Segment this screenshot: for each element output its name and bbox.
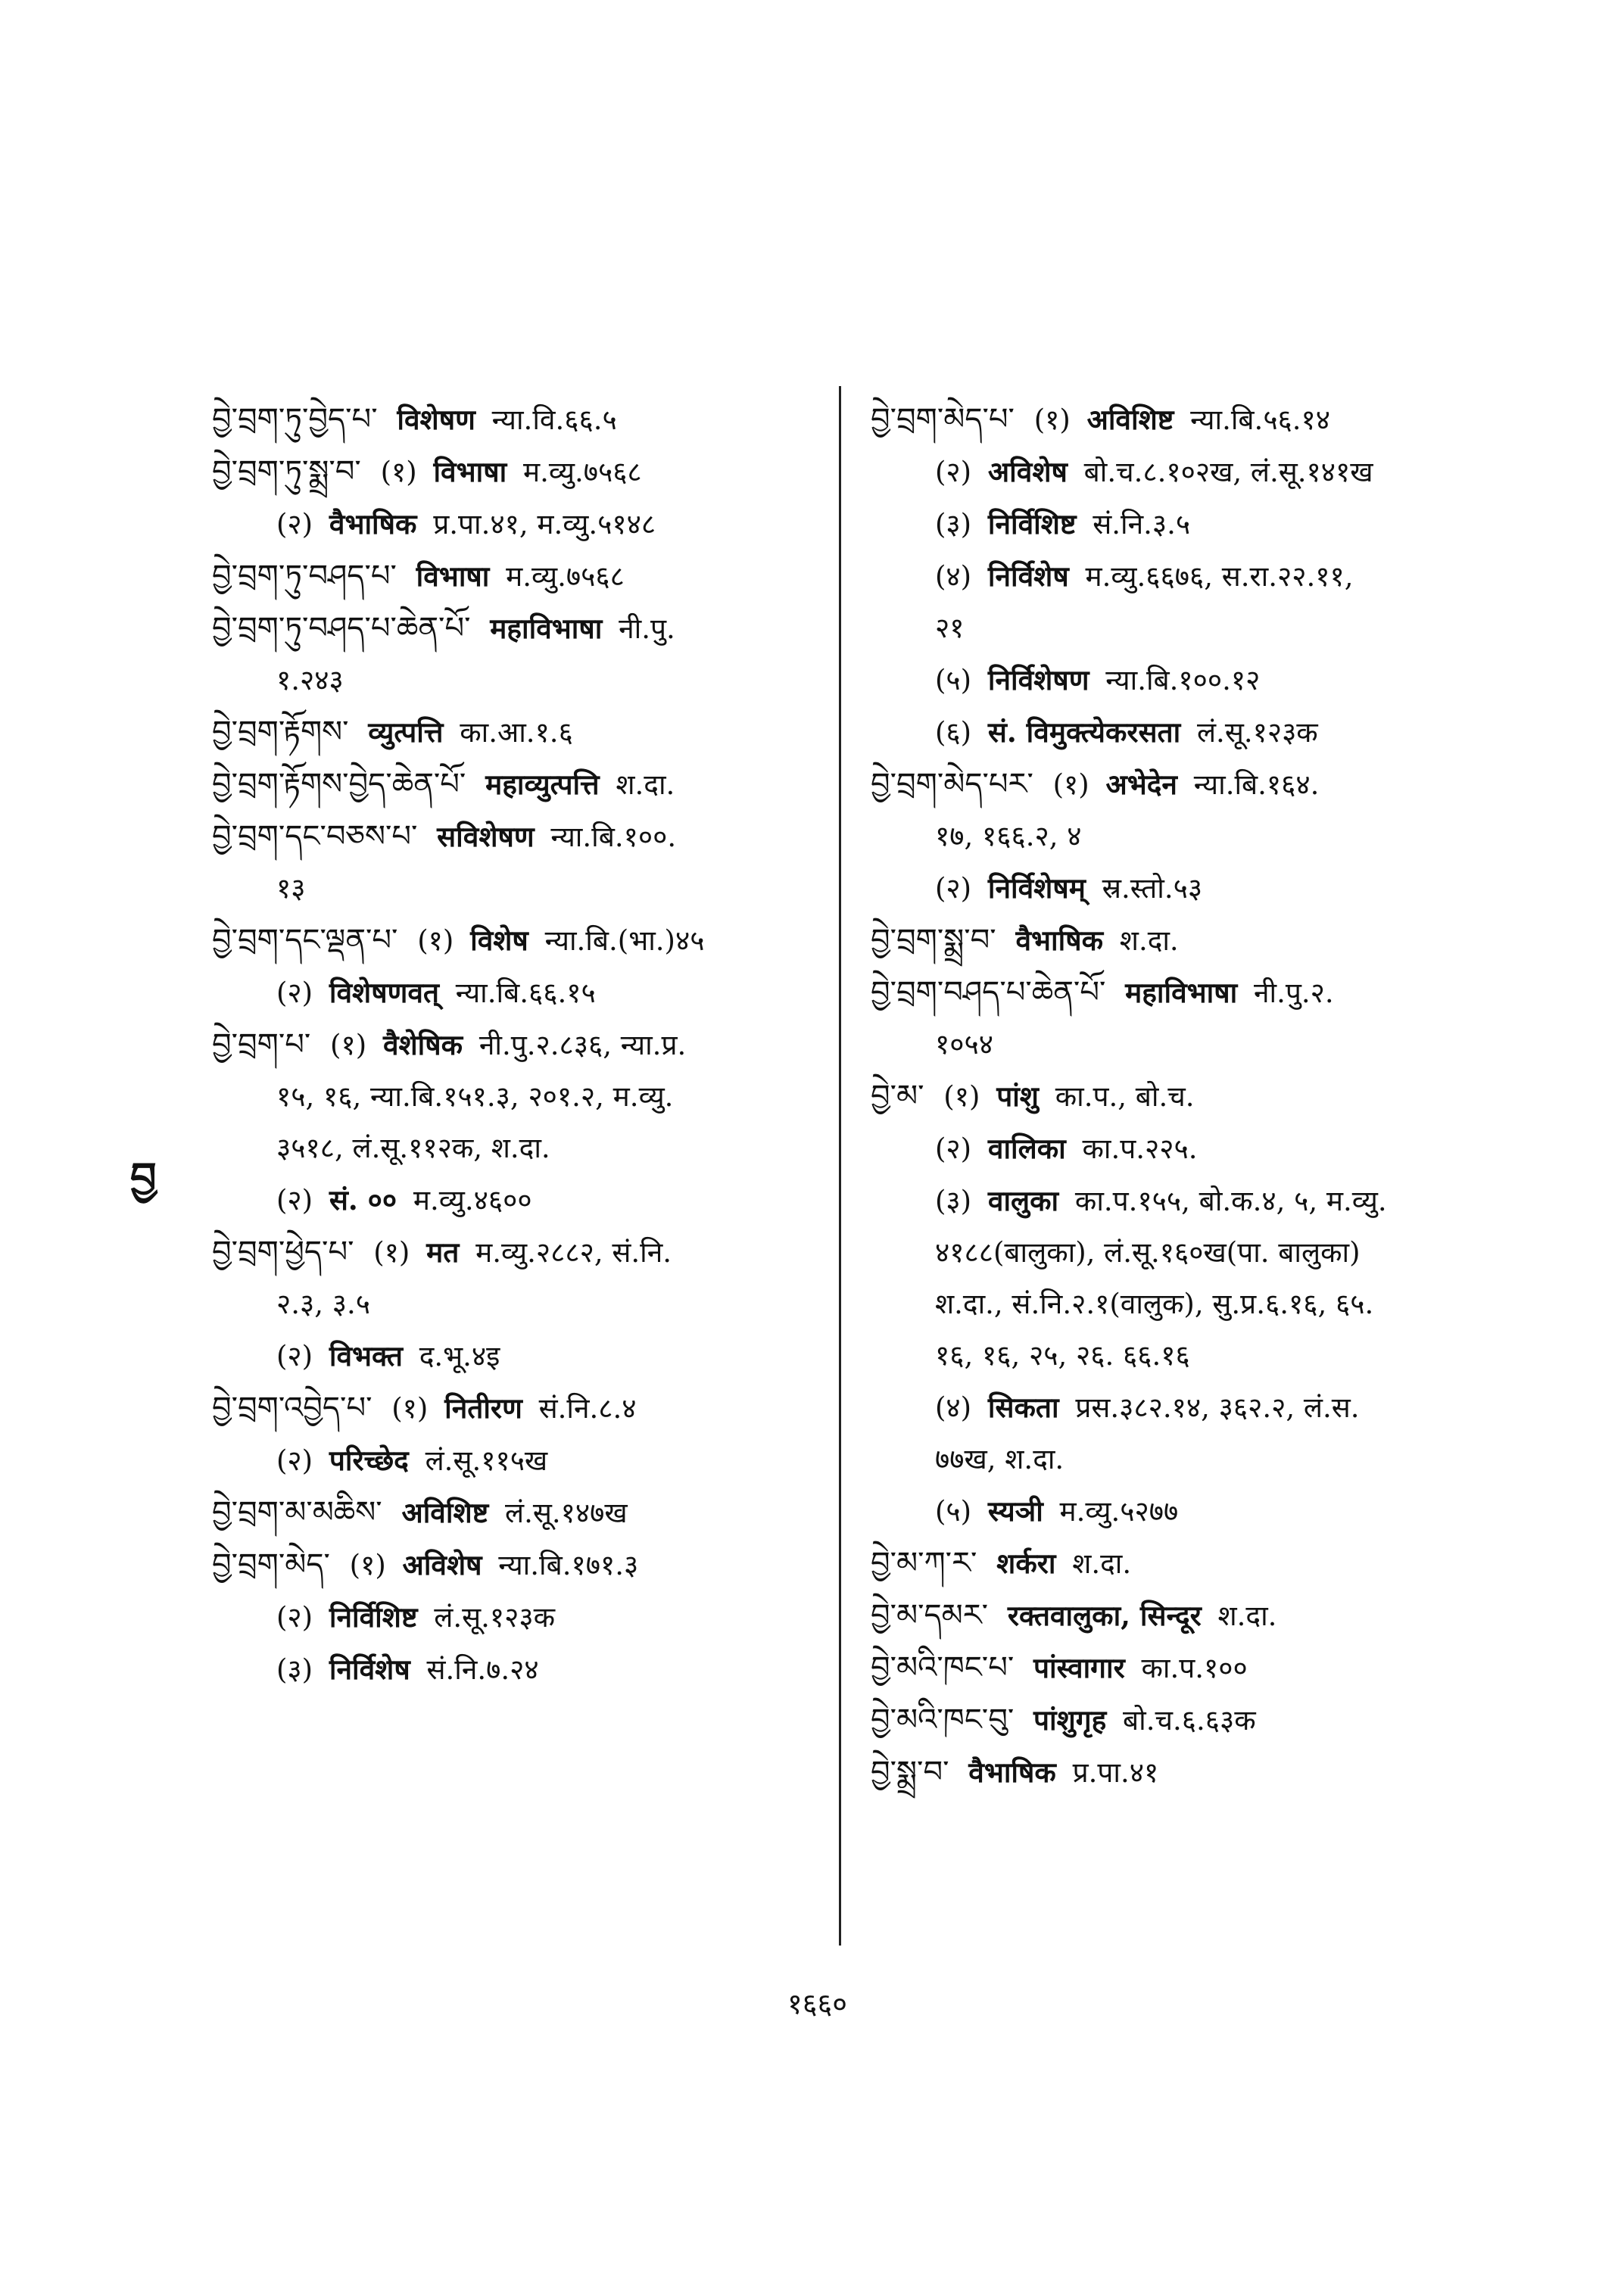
source-reference: श.दा. — [1072, 1547, 1132, 1580]
sanskrit-term: अविशिष्ट — [401, 1496, 489, 1529]
sense-number: (१) — [391, 1392, 429, 1425]
dictionary-entry — [871, 1537, 1492, 1590]
source-reference: लं.सू.११५ख — [425, 1444, 548, 1477]
dictionary-entry — [871, 394, 1492, 446]
source-reference: नी.पु.२. — [1253, 977, 1334, 1009]
source-reference: बो.च.६.६३क — [1123, 1704, 1256, 1737]
sub-entry — [212, 498, 840, 550]
sanskrit-term: अविशेष — [402, 1548, 482, 1581]
tibetan-headword: བྱེ་བྲག་ཏུ་བཤད་པ་ཆེན་པོ་ — [212, 611, 471, 646]
margin-letter: བྱ — [130, 1153, 157, 1201]
dictionary-entry — [871, 1642, 1492, 1694]
entry-continuation — [871, 1330, 1492, 1382]
sense-number: (१) — [1033, 403, 1071, 436]
tibetan-headword: བྱེ་བྲག་དང་བཅས་པ་ — [212, 819, 418, 854]
dictionary-entry — [871, 759, 1492, 811]
dictionary-entry — [871, 1590, 1492, 1642]
sub-entry — [871, 1382, 1492, 1434]
sense-number: (३) — [935, 508, 972, 541]
sanskrit-term: निर्विशेषम् — [987, 871, 1086, 905]
sub-entry — [871, 1485, 1492, 1537]
dictionary-entry — [212, 550, 840, 603]
dictionary-entry — [212, 811, 840, 863]
dictionary-entry — [212, 394, 840, 446]
page-number: १६६० — [787, 1987, 848, 2020]
sense-number: (१) — [1052, 768, 1089, 801]
sanskrit-term: व्युत्पत्ति — [368, 715, 444, 749]
sense-number: (१) — [330, 1029, 367, 1061]
source-reference: सं.नि.७.२४ — [426, 1653, 539, 1686]
entry-continuation — [212, 1071, 840, 1123]
sanskrit-term: महाविभाषा — [1125, 976, 1238, 1009]
source-reference: सं.नि.८.४ — [538, 1392, 637, 1425]
sanskrit-term: पांशुगृह — [1033, 1703, 1107, 1737]
left-column — [212, 394, 840, 1696]
sense-number: (६) — [935, 716, 972, 749]
sense-number: (२) — [276, 977, 313, 1009]
dictionary-entry — [871, 1746, 1492, 1799]
source-reference: म.व्यु.५२७७ — [1059, 1495, 1179, 1528]
source-reference: १५, १६, न्या.बि.१५१.३, २०१.२, म.व्यु. — [276, 1080, 674, 1113]
sub-entry — [212, 1643, 840, 1696]
sense-number: (५) — [935, 664, 972, 696]
sub-entry — [212, 967, 840, 1019]
tibetan-headword: བྱེ་བྲག་མེད་པ་ — [871, 402, 1015, 437]
sense-number: (१) — [380, 456, 417, 488]
sanskrit-term: वैशेषिक — [382, 1028, 463, 1061]
source-reference: न्या.बि.१७१.३ — [498, 1549, 639, 1581]
dictionary-entry — [871, 914, 1492, 967]
sanskrit-term: सिकता — [987, 1391, 1059, 1424]
sanskrit-term: अभेदेन — [1105, 768, 1177, 801]
entry-continuation — [871, 1434, 1492, 1485]
sense-number: (२) — [935, 1132, 972, 1165]
sanskrit-term: वैभाषिक — [329, 507, 417, 541]
source-reference: न्या.बि.१००. — [550, 821, 677, 853]
sub-entry — [871, 446, 1492, 498]
tibetan-headword: བྱེ་བྲག་པ་ — [212, 1027, 311, 1062]
source-reference: १.२४३ — [276, 664, 344, 696]
sanskrit-term: वालुका — [987, 1184, 1059, 1217]
dictionary-entry — [212, 603, 840, 655]
entry-continuation — [871, 603, 1492, 654]
tibetan-headword: བྱེ་མ་ — [871, 1079, 924, 1114]
sanskrit-term: निर्विशिष्ट — [329, 1600, 418, 1634]
dictionary-entry — [212, 1019, 840, 1071]
tibetan-headword: བྱེ་བྲག་དང་ལྡན་པ་ — [212, 923, 398, 958]
sanskrit-term: शर्करा — [996, 1547, 1056, 1580]
sanskrit-term: विशेषण — [397, 403, 475, 436]
sanskrit-term: सं. विमुक्त्येकरसता — [987, 715, 1181, 749]
tibetan-headword: བྱེ་མ་ཀ་ར་ — [871, 1546, 977, 1581]
source-reference: म.व्यु.४६०० — [413, 1184, 532, 1217]
source-reference: स्र.स्तो.५३ — [1102, 872, 1203, 905]
sub-entry — [212, 1591, 840, 1643]
entry-continuation — [871, 1227, 1492, 1279]
sanskrit-term: अविशेष — [987, 455, 1068, 488]
sanskrit-term: रक्तवालुका, सिन्दूर — [1007, 1599, 1202, 1632]
tibetan-headword: བྱེ་བྲག་མེད་ — [212, 1547, 330, 1582]
source-reference: का.प.२२५. — [1082, 1132, 1198, 1165]
sense-number: (४) — [935, 560, 972, 593]
sanskrit-term: विशेषणवत् — [329, 976, 440, 1009]
source-reference: न्या.वि.६६.५ — [491, 403, 617, 436]
source-reference: प्र.पा.४१, म.व्यु.५१४८ — [433, 508, 656, 541]
source-reference: म.व्यु.७५६८ — [522, 456, 642, 488]
sense-number: (१) — [373, 1236, 410, 1269]
sanskrit-term: अविशिष्ट — [1086, 403, 1174, 436]
sense-number: (२) — [935, 456, 972, 488]
sense-number: (१) — [349, 1549, 386, 1581]
entry-continuation — [212, 1279, 840, 1330]
source-reference: लं.सू.१४७ख — [505, 1497, 628, 1529]
sub-entry — [871, 550, 1492, 603]
source-reference: ७७ख, श.दा. — [935, 1443, 1064, 1475]
sub-entry — [871, 498, 1492, 550]
tibetan-headword: བྱེ་བྲག་སྨྲ་བ་ — [871, 923, 996, 958]
entry-continuation — [212, 655, 840, 706]
source-reference: १०५४ — [935, 1028, 993, 1061]
sense-number: (१) — [417, 924, 454, 957]
source-reference: न्या.बि.५६.१४ — [1190, 403, 1331, 436]
sense-number: (१) — [943, 1080, 980, 1113]
sanskrit-term: विभक्त — [329, 1339, 403, 1372]
sanskrit-term: सविशेषण — [437, 820, 535, 853]
sense-number: (२) — [276, 1184, 313, 1217]
tibetan-headword: བྱེ་སྨྲ་བ་ — [871, 1755, 949, 1790]
tibetan-headword: བྱེ་བྲག་ཏུ་བཤད་པ་ — [212, 559, 397, 594]
entry-continuation — [212, 863, 840, 914]
source-reference: ३५१८, लं.सू.११२क, श.दा. — [276, 1132, 550, 1164]
right-column — [871, 394, 1492, 1799]
sub-entry — [212, 1174, 840, 1226]
sub-entry — [871, 706, 1492, 759]
source-reference: का.प.१५५, बो.क.४, ५, म.व्यु. — [1074, 1185, 1387, 1217]
tibetan-headword: བྱེ་བྲག་ཏུ་བྱེད་པ་ — [212, 402, 378, 437]
sanskrit-term: सं. ०० — [329, 1183, 397, 1217]
tibetan-headword: བྱེ་བྲག་མེད་པར་ — [871, 767, 1033, 802]
sanskrit-term: मत — [426, 1235, 460, 1269]
sanskrit-term: विभाषा — [433, 455, 507, 488]
sense-number: (२) — [276, 508, 313, 541]
source-reference: प्रस.३८२.१४, ३६२.२, लं.स. — [1075, 1391, 1360, 1424]
dictionary-entry — [212, 706, 840, 759]
source-reference: नी.पु.२.८३६, न्या.प्र. — [478, 1029, 687, 1061]
sub-entry — [212, 1330, 840, 1382]
sanskrit-term: विशेष — [470, 924, 528, 957]
source-reference: २१ — [935, 612, 965, 644]
sense-number: (४) — [935, 1391, 972, 1424]
dictionary-entry — [212, 446, 840, 498]
source-reference: का.आ.१.६ — [460, 716, 573, 749]
source-reference: १७, १६६.२, ४ — [935, 820, 1082, 852]
sanskrit-term: वैभाषिक — [1015, 924, 1104, 957]
sanskrit-term: निर्विशेष — [987, 559, 1069, 593]
tibetan-headword: བྱེ་བྲག་རྟོགས་ — [212, 715, 349, 749]
dictionary-entry — [871, 967, 1492, 1019]
sanskrit-term: वैभाषिक — [968, 1756, 1056, 1789]
sense-number: (२) — [935, 872, 972, 905]
sub-entry — [212, 1435, 840, 1487]
tibetan-headword: བྱེ་མའི་ཁང་བུ་ — [871, 1703, 1015, 1737]
sub-entry — [871, 1123, 1492, 1175]
sanskrit-term: महाव्युत्पत्ति — [485, 768, 600, 801]
sense-number: (२) — [276, 1340, 313, 1372]
sub-entry — [871, 1175, 1492, 1227]
tibetan-headword: བྱེ་བྲག་ཕྱེད་པ་ — [212, 1235, 354, 1270]
source-reference: न्या.बि.१६४. — [1193, 768, 1320, 801]
sanskrit-term: नितीरण — [444, 1391, 522, 1425]
sense-number: (३) — [276, 1653, 313, 1686]
dictionary-entry — [212, 1382, 840, 1435]
dictionary-entry — [871, 1070, 1492, 1123]
sense-number: (२) — [276, 1601, 313, 1634]
sanskrit-term: परिच्छेद — [329, 1444, 409, 1477]
entry-continuation — [871, 1019, 1492, 1070]
dictionary-entry — [212, 1226, 840, 1279]
source-reference: १६, १६, २५, २६. ६६.१६ — [935, 1339, 1190, 1372]
source-reference: बो.च.८.१०२ख, लं.सू.१४१ख — [1083, 456, 1373, 488]
tibetan-headword: བྱེ་བྲག་འབྱེད་པ་ — [212, 1391, 372, 1425]
source-reference: १३ — [276, 872, 306, 905]
source-reference: म.व्यु.२८८२, सं.नि. — [475, 1236, 672, 1269]
dictionary-entry — [212, 914, 840, 967]
sanskrit-term: स्यञी — [987, 1494, 1043, 1528]
sanskrit-term: निर्विशेष — [329, 1653, 410, 1686]
source-reference: नी.पु. — [619, 612, 675, 645]
source-reference: श.दा. — [616, 768, 675, 801]
source-reference: श.दा. — [1119, 924, 1179, 957]
sense-number: (३) — [935, 1185, 972, 1217]
entry-continuation — [871, 811, 1492, 862]
source-reference: श.दा., सं.नि.२.१(वालुक), सु.प्र.६.१६, ६५. — [935, 1288, 1374, 1320]
source-reference: का.प., बो.च. — [1055, 1080, 1195, 1113]
source-reference: लं.सू.१२३क — [434, 1601, 556, 1634]
source-reference: श.दा. — [1217, 1600, 1277, 1632]
source-reference: म.व्यु.७५६८ — [506, 560, 625, 593]
sub-entry — [871, 862, 1492, 914]
sanskrit-term: वालिका — [987, 1132, 1066, 1165]
tibetan-headword: བྱེ་བྲག་ཏུ་སྨྲ་བ་ — [212, 454, 361, 489]
dictionary-entry — [212, 1539, 840, 1591]
source-reference: २.३, ३.५ — [276, 1288, 371, 1320]
tibetan-headword: བྱེ་བྲག་བཤད་པ་ཆེན་པོ་ — [871, 975, 1106, 1010]
source-reference: न्या.बि.६६.१५ — [455, 977, 596, 1009]
sanskrit-term: पांस्वागार — [1033, 1651, 1125, 1684]
sanskrit-term: निर्विशेषण — [987, 663, 1089, 696]
source-reference: का.प.१०० — [1141, 1652, 1248, 1684]
dictionary-entry — [871, 1694, 1492, 1746]
entry-continuation — [212, 1123, 840, 1174]
sanskrit-term: निर्विशिष्ट — [987, 507, 1077, 541]
sub-entry — [871, 654, 1492, 706]
sense-number: (५) — [935, 1495, 972, 1528]
column-divider — [839, 386, 841, 1946]
sanskrit-term: पांशु — [996, 1080, 1039, 1113]
sense-number: (२) — [276, 1444, 313, 1477]
source-reference: म.व्यु.६६७६, स.रा.२२.११, — [1085, 560, 1354, 593]
source-reference: प्र.पा.४१ — [1072, 1756, 1159, 1789]
sanskrit-term: विभाषा — [416, 559, 490, 593]
dictionary-entry — [212, 1487, 840, 1539]
source-reference: न्या.बि.(भा.)४५ — [544, 924, 705, 957]
entry-continuation — [871, 1279, 1492, 1330]
tibetan-headword: བྱེ་མ་དམར་ — [871, 1598, 989, 1633]
source-reference: ४१८८(बालुका), लं.सू.१६०ख(पा. बालुका) — [935, 1236, 1361, 1269]
source-reference: द.भू.४इ — [419, 1340, 500, 1372]
source-reference: न्या.बि.१००.१२ — [1105, 664, 1261, 696]
dictionary-entry — [212, 759, 840, 811]
tibetan-headword: བྱེ་མའི་ཁང་པ་ — [871, 1650, 1015, 1685]
sanskrit-term: महाविभाषा — [490, 612, 603, 645]
tibetan-headword: བྱེ་བྲག་རྟོགས་བྱེད་ཆེན་པོ་ — [212, 767, 466, 802]
source-reference: सं.नि.३.५ — [1093, 508, 1191, 541]
tibetan-headword: བྱེ་བྲག་མ་མཆིས་ — [212, 1495, 382, 1530]
source-reference: लं.सू.१२३क — [1196, 716, 1318, 749]
